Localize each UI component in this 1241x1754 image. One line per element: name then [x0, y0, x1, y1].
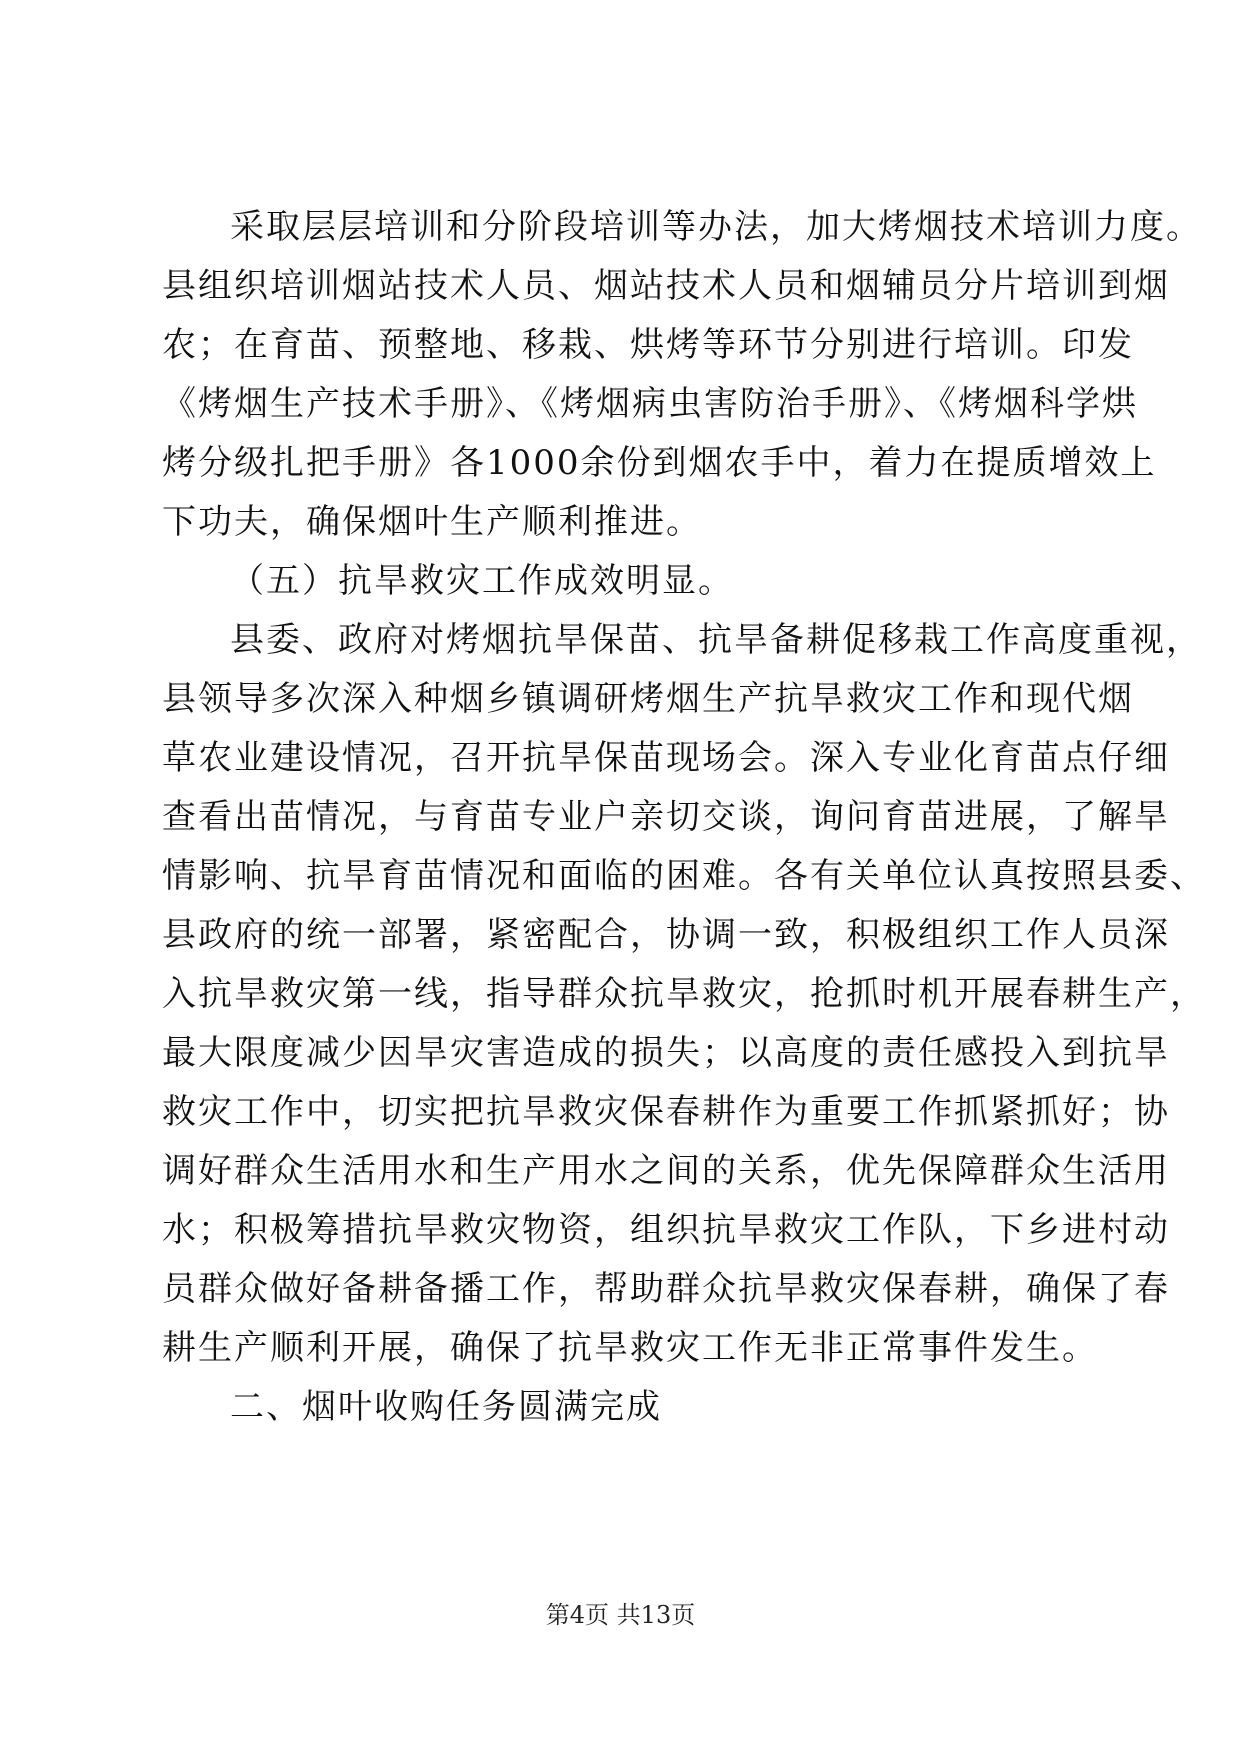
paragraph-line: 救灾工作中，切实把抗旱救灾保春耕作为重要工作抓紧抓好；协 [162, 1092, 1170, 1132]
paragraph-line: 《烤烟生产技术手册》、《烤烟病虫害防治手册》、《烤烟科学烘 [162, 384, 1138, 424]
paragraph-line: 最大限度减少因旱灾害造成的损失；以高度的责任感投入到抗旱 [162, 1033, 1170, 1073]
paragraph-line: 情影响、抗旱育苗情况和面临的困难。各有关单位认真按照县委、 [162, 856, 1206, 896]
paragraph-line: 采取层层培训和分阶段培训等办法，加大烤烟技术培训力度。 [230, 207, 1202, 247]
paragraph-line: 员群众做好备耕备播工作，帮助群众抗旱救灾保春耕，确保了春 [162, 1269, 1170, 1309]
paragraph-line: 县政府的统一部署，紧密配合，协调一致，积极组织工作人员深 [162, 915, 1170, 955]
page-number: 第4页 共13页 [545, 1601, 696, 1629]
paragraph-line: 草农业建设情况，召开抗旱保苗现场会。深入专业化育苗点仔细 [162, 738, 1170, 778]
paragraph-line: 县组织培训烟站技术人员、烟站技术人员和烟辅员分片培训到烟 [162, 266, 1170, 306]
paragraph-line: 县领导多次深入种烟乡镇调研烤烟生产抗旱救灾工作和现代烟 [162, 679, 1134, 719]
paragraph-line: 县委、政府对烤烟抗旱保苗、抗旱备耕促移栽工作高度重视， [230, 620, 1202, 660]
paragraph-line: 烤分级扎把手册》各1000余份到烟农手中，着力在提质增效上 [162, 443, 1157, 483]
section-heading: 二、烟叶收购任务圆满完成 [230, 1387, 662, 1427]
paragraph-line: 耕生产顺利开展，确保了抗旱救灾工作无非正常事件发生。 [162, 1328, 1098, 1368]
paragraph-line: 下功夫，确保烟叶生产顺利推进。 [162, 502, 702, 542]
section-heading: （五）抗旱救灾工作成效明显。 [230, 561, 734, 601]
paragraph-line: 农；在育苗、预整地、移栽、烘烤等环节分别进行培训。印发 [162, 325, 1134, 365]
paragraph-line: 水；积极筹措抗旱救灾物资，组织抗旱救灾工作队，下乡进村动 [162, 1210, 1170, 1250]
paragraph-line: 查看出苗情况，与育苗专业户亲切交谈，询问育苗进展，了解旱 [162, 797, 1170, 837]
paragraph-line: 入抗旱救灾第一线，指导群众抗旱救灾，抢抓时机开展春耕生产， [162, 974, 1206, 1014]
paragraph-line: 调好群众生活用水和生产用水之间的关系，优先保障群众生活用 [162, 1151, 1170, 1191]
